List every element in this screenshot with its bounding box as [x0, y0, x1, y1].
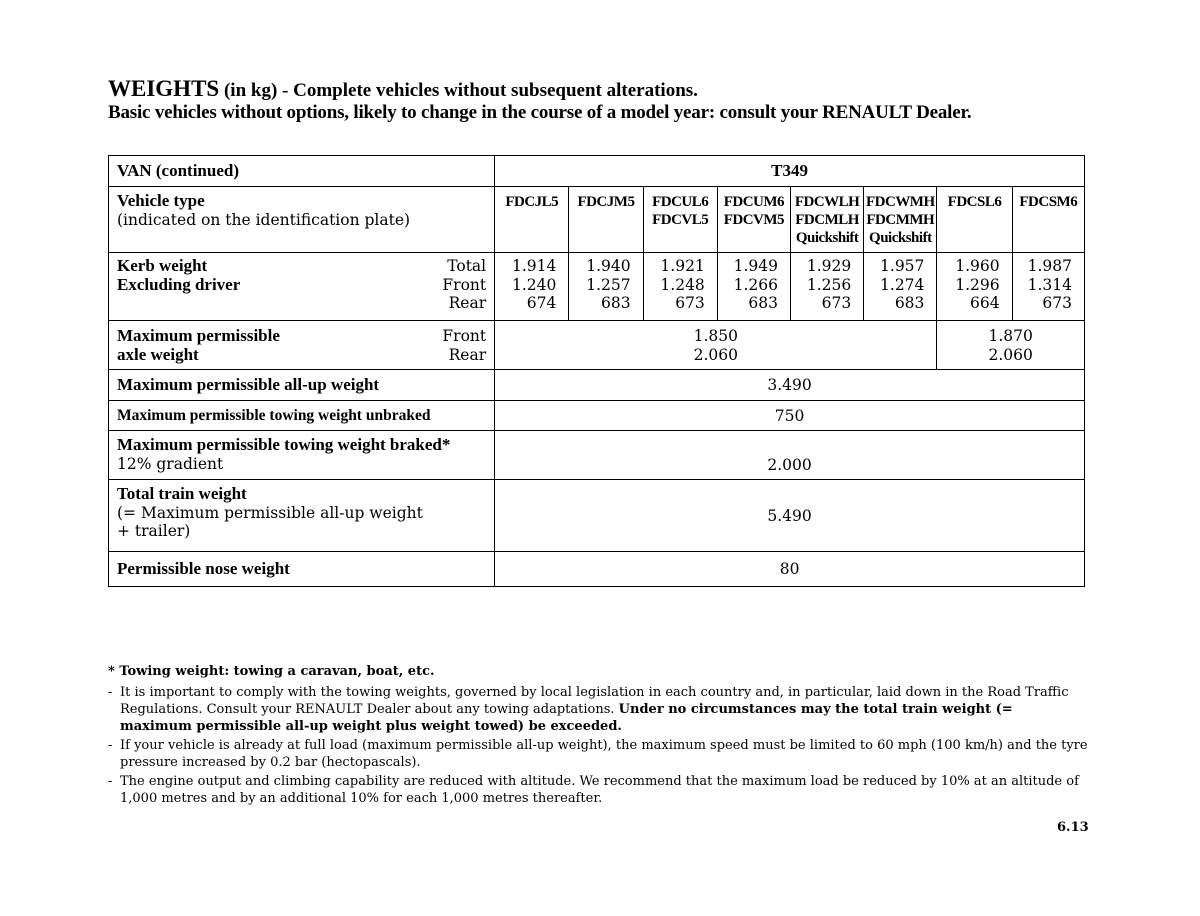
note-1-text: It is important to comply with the towing weights, governed by local legislation in each country and, in particular, laid down in the Road Traffic Regulations. Consult your RENAULT Dealer about any towing adaptations.	[120, 685, 1069, 717]
kerb-rear-label: Rear	[448, 294, 487, 312]
unbraked-towing-value: 750	[495, 401, 1085, 431]
nose-weight-value: 80	[495, 552, 1085, 587]
section-label: VAN (continued)	[109, 156, 495, 187]
col-header-6: FDCWMH FDCMMH Quickshift	[864, 187, 937, 253]
axle-weight-label-cell	[109, 321, 495, 370]
allup-weight-label: Maximum permissible all-up weight	[109, 370, 495, 401]
train-weight-sub-2: + trailer)	[117, 522, 191, 540]
allup-weight-value: 3.490	[495, 370, 1085, 401]
train-weight-label-cell	[109, 480, 495, 552]
note-dash: -	[108, 738, 113, 753]
col-header-8: FDCSM6	[1012, 187, 1084, 253]
kerb-values-col-7: 1.960 1.296 664	[937, 253, 1012, 321]
model-header: T349	[495, 156, 1085, 187]
weights-table	[108, 155, 1085, 587]
braked-towing-label: Maximum permissible towing weight braked*	[117, 435, 451, 454]
nose-weight-label: Permissible nose weight	[109, 552, 495, 587]
vehicle-type-label: Vehicle type	[117, 191, 205, 210]
page-header	[108, 78, 1098, 124]
kerb-values-col-3: 1.921 1.248 673	[643, 253, 717, 321]
axle-values-group-1: 1.850 2.060	[495, 321, 937, 370]
note-dash: -	[108, 774, 113, 789]
note-item-3	[108, 773, 1088, 807]
page-title	[108, 78, 1098, 102]
braked-towing-gradient: 12% gradient	[117, 454, 224, 473]
towing-footnote: * Towing weight: towing a caravan, boat, etc.	[108, 664, 435, 679]
train-weight-value: 5.490	[495, 480, 1085, 552]
vehicle-type-cell	[109, 187, 495, 253]
note-1-bold: Under no circumstances may the total train weight (= maximum permissible all-up weight plus weight towed) be exceeded.	[120, 702, 1013, 734]
train-weight-label: Total train weight	[117, 484, 247, 503]
kerb-values-col-1: 1.914 1.240 674	[495, 253, 569, 321]
col-header-3: FDCUL6 FDCVL5	[643, 187, 717, 253]
axle-weight-label-1: Maximum permissible	[117, 326, 280, 345]
title-weights: WEIGHTS	[108, 76, 220, 101]
train-weight-sub-1: (= Maximum permissible all-up weight	[117, 503, 423, 522]
kerb-values-col-2: 1.940 1.257 683	[569, 253, 643, 321]
kerb-values-col-8: 1.987 1.314 673	[1012, 253, 1084, 321]
axle-weight-label-2: axle weight	[117, 344, 199, 364]
page-subtitle: Basic vehicles without options, likely to change in the course of a model year: consult your RENAULT Dealer.	[108, 102, 972, 123]
note-2-text: If your vehicle is already at full load (maximum permissible all-up weight), the maximum speed must be limited to 60 mph (100 km/h) and the tyre pressure increased by 0.2 bar (hectopascals).	[120, 738, 1088, 770]
col-header-7: FDCSL6	[937, 187, 1012, 253]
col-header-1: FDCJL5	[495, 187, 569, 253]
note-dash: -	[108, 685, 113, 700]
unbraked-towing-label: Maximum permissible towing weight unbraked	[109, 401, 495, 431]
kerb-weight-label-cell	[109, 253, 495, 321]
braked-towing-value: 2.000	[495, 431, 1085, 480]
braked-towing-label-cell	[109, 431, 495, 480]
title-rest: (in kg) - Complete vehicles without subsequent alterations.	[219, 80, 698, 101]
col-header-2: FDCJM5	[569, 187, 643, 253]
kerb-total-label: Total	[447, 257, 487, 275]
axle-values-group-2: 1.870 2.060	[937, 321, 1085, 370]
note-3-text: The engine output and climbing capability are reduced with altitude. We recommend that the maximum load be reduced by 10% at an altitude of 1,000 metres and by an additional 10% for each 1,000 metres thereafter.	[120, 774, 1079, 806]
vehicle-type-sub: (indicated on the identification plate)	[117, 210, 411, 229]
kerb-weight-label: Kerb weight	[117, 256, 208, 275]
kerb-excluding-driver-label: Excluding driver	[117, 274, 241, 294]
kerb-values-col-4: 1.949 1.266 683	[717, 253, 790, 321]
axle-rear-label: Rear	[448, 345, 487, 364]
footnotes	[108, 663, 1088, 809]
kerb-values-col-5: 1.929 1.256 673	[791, 253, 864, 321]
col-header-4: FDCUM6 FDCVM5	[717, 187, 790, 253]
col-header-5: FDCWLH FDCMLH Quickshift	[791, 187, 864, 253]
note-item-2	[108, 737, 1088, 771]
axle-front-label: Front	[442, 327, 487, 345]
kerb-front-label: Front	[442, 275, 487, 294]
kerb-values-col-6: 1.957 1.274 683	[864, 253, 937, 321]
page-number: 6.13	[1057, 820, 1089, 835]
note-item-1	[108, 684, 1088, 735]
